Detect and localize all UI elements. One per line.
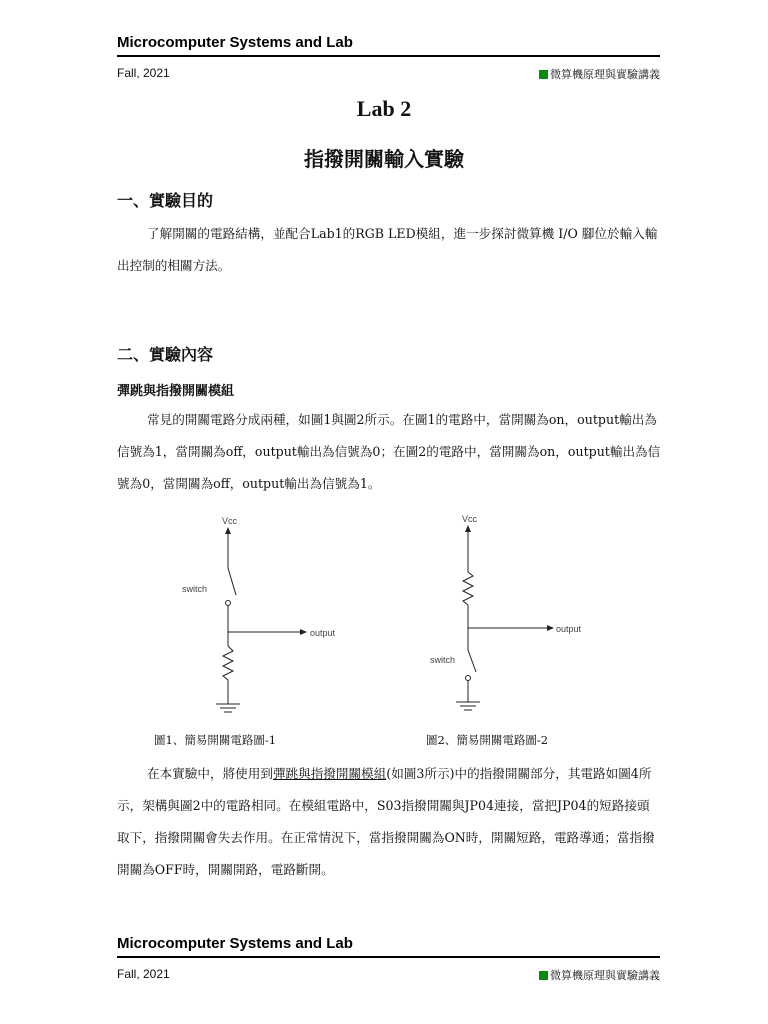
section1-heading: 一、實驗目的 [117,191,214,210]
green-square-icon [539,971,548,980]
header-rule [117,55,660,57]
fig2-output-label: output [556,624,582,634]
figure1-circuit [170,510,350,720]
para2-text-before: 在本實驗中，將使用到 [147,766,273,781]
header-title: Microcomputer Systems and Lab [117,34,353,51]
footer-title: Microcomputer Systems and Lab [117,935,353,952]
footer-rule [117,956,660,958]
figure1-caption: 圖1、簡易開關電路圖-1 [154,733,277,747]
section2-para2 [117,758,662,886]
header-note-text: 微算機原理與實驗講義 [550,68,660,81]
footer-note [539,967,660,983]
figure2-circuit [410,510,600,720]
header-semester: Fall, 2021 [117,66,170,80]
fig2-switch-label: switch [430,655,456,665]
footer-note-text: 微算機原理與實驗講義 [550,969,660,982]
section2-para1: 常見的開關電路分成兩種，如圖1與圖2所示。在圖1的電路中，當開關為on，output輸出為信號為1，當開關為off，output輸出為信號為0；在圖2的電路中，當開關為on，output輸出為信號為0，當開關為off，output輸出為信號為1。 [117,412,661,491]
fig2-vcc-label: Vcc [462,514,478,524]
footer-semester: Fall, 2021 [117,967,170,981]
lab-title: Lab 2 [356,96,412,121]
green-square-icon [539,70,548,79]
section1-text: 了解開關的電路結構，並配合Lab1的RGB LED模組，進一步探討微算機 I/O 腳位於輸入輸出控制的相關方法。 [117,226,658,273]
header-note [539,66,660,82]
module-link: 彈跳與指撥開關模組 [272,766,387,781]
fig1-switch-label: switch [182,584,208,594]
para2-text-after: (如圖3所示)中的指撥開關部分，其電路如圖4所示，架構與圖2中的電路相同。在模組電路中，S03指撥開關與JP04連接，當把JP04的短路接頭取下，指撥開關會失去作用。在正常情況下，當指撥開關為ON時，開關短路，電路導通；當指撥開關為OFF時，開關開路，電路斷開。 [117,766,655,877]
fig1-vcc-label: Vcc [222,516,238,526]
fig1-output-label: output [310,628,336,638]
section2-subheading: 彈跳與指撥開關模組 [117,384,235,399]
section2-heading: 二、實驗內容 [117,345,214,364]
figure2-caption: 圖2、簡易開關電路圖-2 [426,733,549,747]
lab-subtitle: 指撥開關輸入實驗 [304,147,464,171]
